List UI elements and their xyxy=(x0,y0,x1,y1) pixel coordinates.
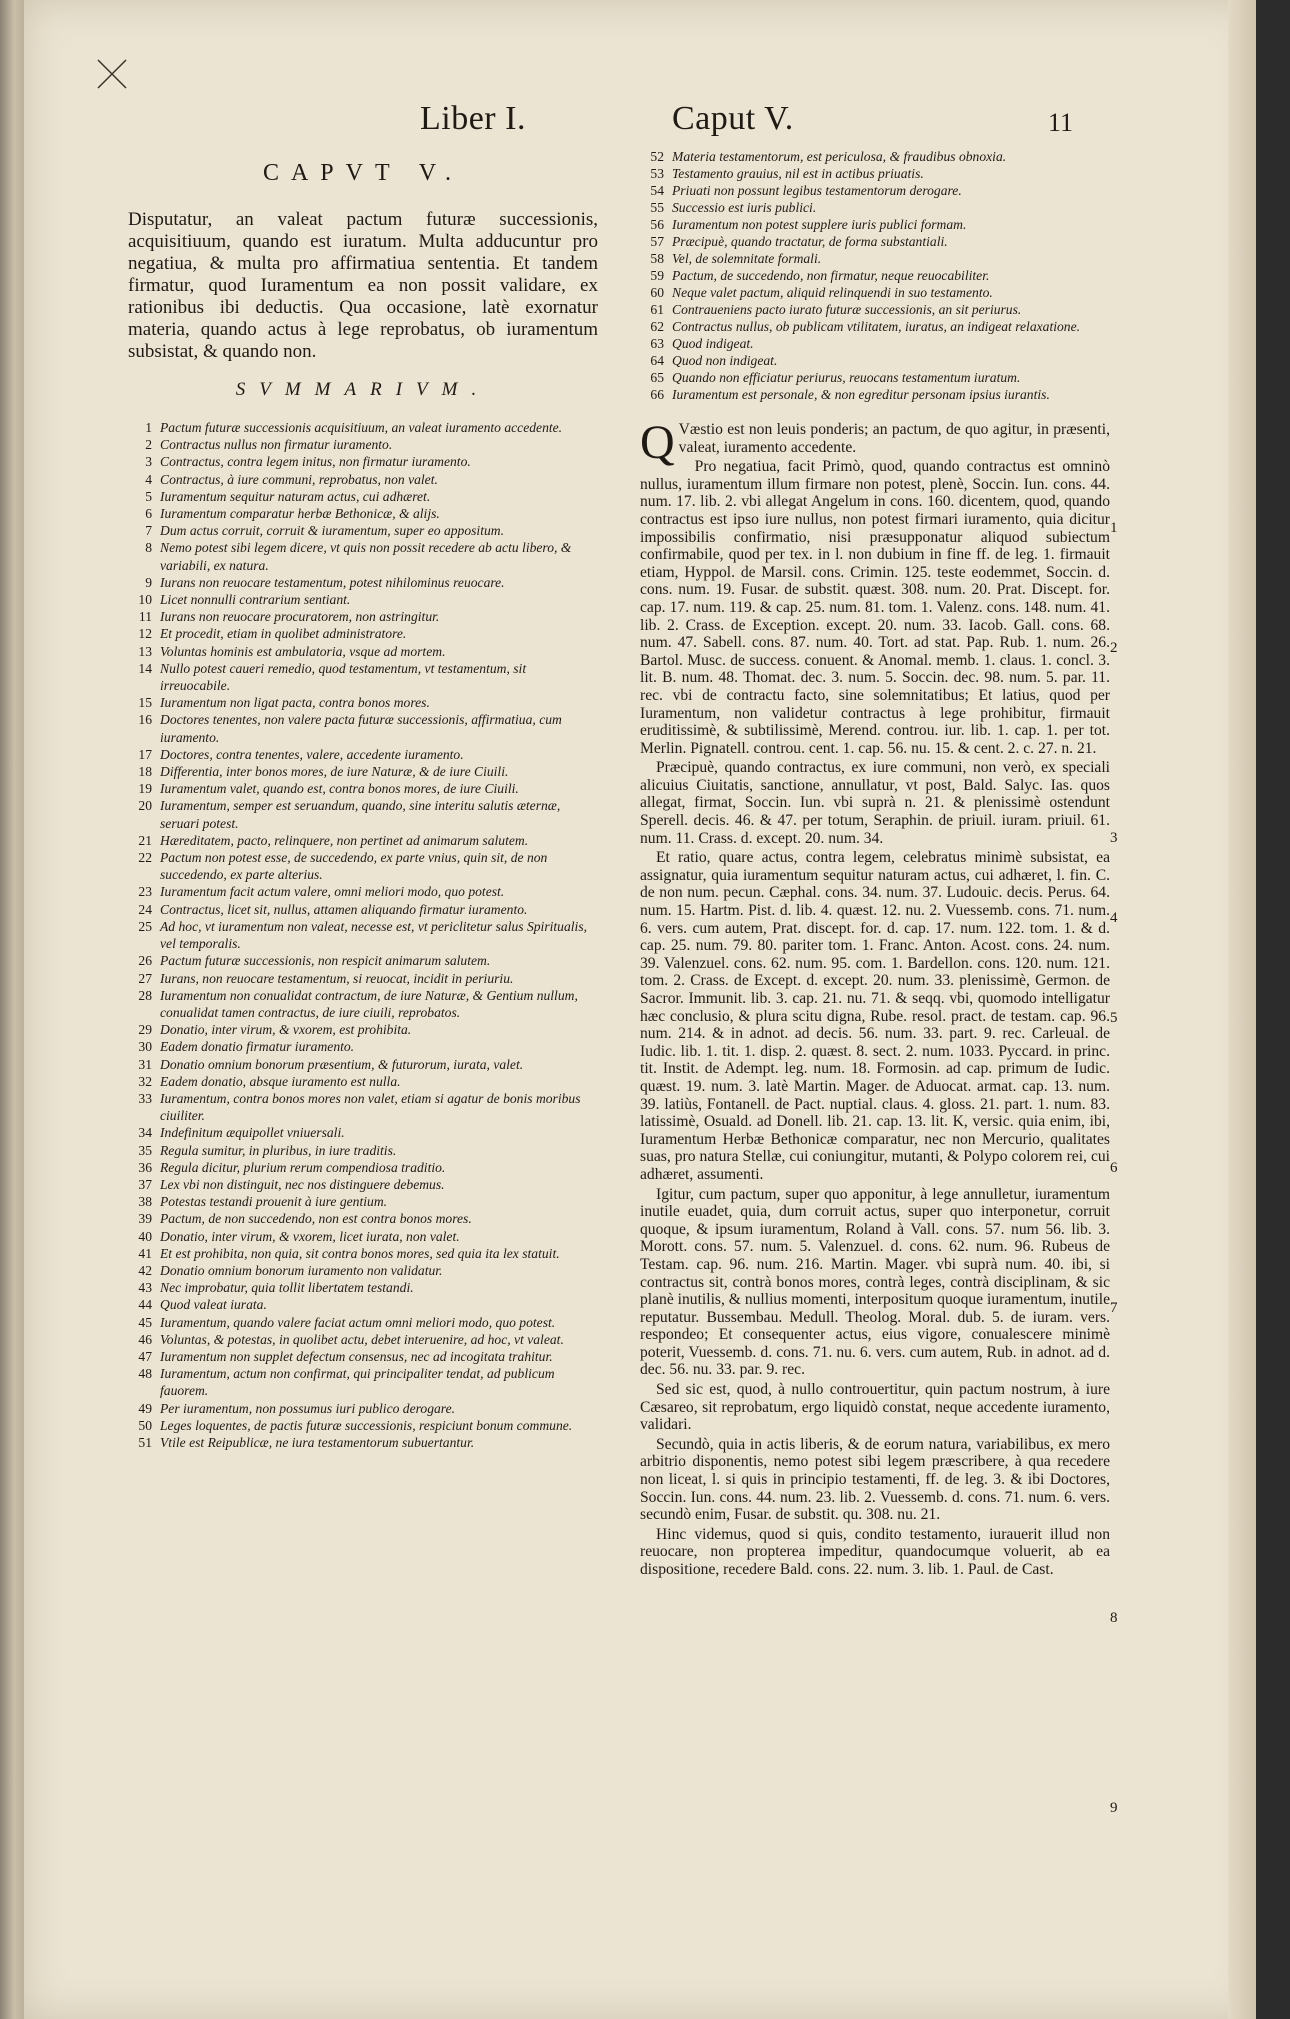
summarium-item xyxy=(128,918,598,952)
summarium-item xyxy=(128,1434,598,1451)
summarium-item-text: Priuati non possunt legibus testamentorum derogare. xyxy=(672,183,962,198)
summarium-item-number: 22 xyxy=(138,850,152,866)
summarium-item-number: 6 xyxy=(145,506,152,522)
summarium-item xyxy=(128,574,598,591)
margin-number: 6 xyxy=(1110,1160,1118,1176)
summarium-item-number: 42 xyxy=(138,1262,152,1278)
summarium-item-number: 26 xyxy=(138,953,152,969)
summarium-item-text: Nemo potest sibi legem dicere, vt quis non possit recedere ab actu libero, & variabili, ex natura. xyxy=(160,540,572,573)
summarium-item-text: Donatio omnium bonorum iuramento non validatur. xyxy=(160,1262,443,1278)
summarium-item-number: 27 xyxy=(138,970,152,986)
summarium-item-number: 29 xyxy=(138,1022,152,1038)
summarium-item xyxy=(128,1417,598,1434)
summarium-item xyxy=(128,1193,598,1210)
margin-number: 9 xyxy=(1110,1800,1118,1816)
summarium-item xyxy=(128,1228,598,1245)
summarium-item-text: Doctores, contra tenentes, valere, accedente iuramento. xyxy=(160,746,464,762)
summarium-item-text: Contractus, à iure communi, reprobatus, non valet. xyxy=(160,471,438,487)
summarium-item-text: Iuramentum non potest supplere iuris publici formam. xyxy=(672,217,967,232)
summarium-item-text: Quod valeat iurata. xyxy=(160,1297,267,1313)
body-paragraph-text: Væstio est non leuis ponderis; an pactum, de quo agitur, in præsenti, valeat, iuramento accedente. xyxy=(678,421,1110,456)
summarium-item-number: 62 xyxy=(650,319,664,334)
right-column xyxy=(640,148,1110,1581)
summarium-item-number: 41 xyxy=(138,1245,152,1261)
summarium-item xyxy=(640,182,1110,199)
summarium-item-number: 52 xyxy=(650,149,664,164)
body-paragraph-text: Secundò, quia in actis liberis, & de eorum natura, variabilibus, ex mero arbitrio disponentis, nemo potest sibi legem præscribere, à qua recedere non liceat, l. si quis in principio testamenti, ff. de leg. 3. & ibi Doctores, Soccin. Iun. cons. 44. num. 23. lib. 2. Vuessemb. d. cons. 71. num. 6. vers. secundò enim, Fusar. de substit. qu. 308. nu. 21. xyxy=(640,1435,1110,1524)
summarium-item-text: Donatio omnium bonorum præsentium, & futurorum, iurata, valet. xyxy=(160,1056,524,1072)
summarium-item xyxy=(128,488,598,505)
summarium-item xyxy=(640,335,1110,352)
margin-number: 2 xyxy=(1110,640,1118,656)
summarium-item xyxy=(640,386,1110,403)
summarium-item-text: Dum actus corruit, corruit & iuramentum, super eo appositum. xyxy=(160,523,504,539)
summarium-item-number: 30 xyxy=(138,1039,152,1055)
summarium-item-text: Iurans, non reuocare testamentum, si reuocat, incidit in periuriu. xyxy=(160,970,514,986)
summarium-item-text: Pactum, de non succedendo, non est contra bonos mores. xyxy=(160,1211,472,1227)
summarium-item-number: 14 xyxy=(138,660,152,676)
summarium-item-text: Hæreditatem, pacto, relinquere, non pertinet ad animarum salutem. xyxy=(160,832,529,848)
summarium-item-text: Per iuramentum, non possumus iuri publico derogare. xyxy=(160,1400,456,1416)
summarium-item xyxy=(128,1073,598,1090)
summarium-item-number: 20 xyxy=(138,798,152,814)
summarium-item xyxy=(128,1365,598,1399)
summarium-item-text: Nullo potest caueri remedio, quod testamentum, vt testamentum, sit irreuocabile. xyxy=(160,660,527,694)
summarium-item xyxy=(128,436,598,453)
summarium-item xyxy=(128,970,598,987)
summarium-item-number: 56 xyxy=(650,217,664,232)
summarium-item-number: 40 xyxy=(138,1228,152,1244)
summarium-item-text: Neque valet pactum, aliquid relinquendi in suo testamento. xyxy=(672,285,993,300)
chapter-title: CAPVT V. xyxy=(262,160,464,186)
summarium-item xyxy=(128,1056,598,1073)
summarium-item xyxy=(128,591,598,608)
summarium-item-number: 45 xyxy=(138,1314,152,1330)
summarium-item-number: 38 xyxy=(138,1194,152,1210)
summarium-item xyxy=(128,1124,598,1141)
summarium-item-text: Iuramentum est personale, & non egreditur personam ipsius iurantis. xyxy=(672,387,1050,402)
summarium-item-number: 48 xyxy=(138,1366,152,1382)
summarium-item-number: 18 xyxy=(138,764,152,780)
summarium-item xyxy=(128,471,598,488)
margin-number: 1 xyxy=(1110,520,1118,536)
summarium-item xyxy=(128,797,598,831)
summarium-item-number: 66 xyxy=(650,387,664,402)
summarium-item-number: 23 xyxy=(138,884,152,900)
summarium-item-number: 47 xyxy=(138,1348,152,1364)
summarium-item-number: 10 xyxy=(138,592,152,608)
summarium-item-number: 57 xyxy=(650,234,664,249)
summarium-item-text: Iuramentum sequitur naturam actus, cui adhæret. xyxy=(160,488,431,504)
summarium-item xyxy=(640,199,1110,216)
summarium-item-text: Quod non indigeat. xyxy=(672,353,778,368)
summarium-item-text: Contractus, licet sit, nullus, attamen aliquando firmatur iuramento. xyxy=(160,901,528,917)
summarium-item xyxy=(128,1021,598,1038)
body-paragraph xyxy=(640,416,1110,469)
summarium-item-number: 33 xyxy=(138,1090,152,1106)
margin-number: 4 xyxy=(1110,910,1118,926)
summarium-item-text: Regula sumitur, in pluribus, in iure traditis. xyxy=(160,1142,397,1158)
summarium-item-number: 11 xyxy=(138,609,152,625)
summarium-item xyxy=(128,780,598,797)
summarium-item-text: Iurans non reuocare testamentum, potest nihilominus reuocare. xyxy=(160,574,505,590)
summarium-item-text: Vel, de solemnitate formali. xyxy=(672,251,822,266)
summarium-item-number: 24 xyxy=(138,901,152,917)
summarium-item-text: Successio est iuris publici. xyxy=(672,200,817,215)
summarium-item xyxy=(128,901,598,918)
summarium-item-number: 35 xyxy=(138,1142,152,1158)
summarium-item xyxy=(128,1090,598,1124)
summarium-item-number: 50 xyxy=(138,1417,152,1433)
summarium-item-number: 19 xyxy=(138,781,152,797)
summarium-item xyxy=(128,1210,598,1227)
summarium-item xyxy=(640,165,1110,182)
summarium-item xyxy=(640,267,1110,284)
ink-mark xyxy=(96,58,128,90)
summarium-item-text: Voluntas, & potestas, in quolibet actu, debet interuenire, ad hoc, vt valeat. xyxy=(160,1331,564,1347)
summarium-item xyxy=(128,505,598,522)
margin-number: 5 xyxy=(1110,1010,1118,1026)
summarium-item-number: 32 xyxy=(138,1073,152,1089)
body-paragraph xyxy=(640,458,1110,757)
summarium-item-text: Pactum non potest esse, de succedendo, ex parte vnius, quin sit, de non succedendo, ex parte alterius. xyxy=(160,850,548,883)
summarium-item xyxy=(128,660,598,694)
summarium-item-number: 34 xyxy=(138,1125,152,1141)
summarium-item-number: 43 xyxy=(138,1280,152,1296)
summarium-item-number: 13 xyxy=(138,643,152,659)
summarium-item xyxy=(640,216,1110,233)
body-paragraph-text: Præcipuè, quando contractus, ex iure communi, non verò, ex speciali alicuius Ciuitatis, sanctione, annullatur, vt post, Bald. Salyc. Ias. quos allegat, firmat, Soccin. Iun. vbi suprà n. 21. & plenissimè ostendunt Sperell. decis. 46. & 47. per totum, Seraphin. de priuil. iuram. priuil. 61. num. 11. Crass. d. except. 20. num. 34. xyxy=(640,759,1110,847)
summarium-item xyxy=(640,284,1110,301)
summarium-item xyxy=(128,1245,598,1262)
running-head-liber: Liber I. xyxy=(420,100,526,137)
summarium-item xyxy=(128,453,598,470)
summarium-item-number: 28 xyxy=(138,987,152,1003)
summarium-item-number: 16 xyxy=(138,712,152,728)
summarium-item-text: Iuramentum comparatur herbæ Bethonicæ, & alijs. xyxy=(160,506,440,522)
body-paragraph xyxy=(640,849,1110,1183)
summarium-item-text: Iuramentum valet, quando est, contra bonos mores, de iure Ciuili. xyxy=(160,781,519,797)
summarium-item-text: Et est prohibita, non quia, sit contra bonos mores, sed quia ita lex statuit. xyxy=(160,1245,560,1261)
summarium-item-text: Iuramentum, quando valere faciat actum omni meliori modo, quo potest. xyxy=(160,1314,556,1330)
summarium-item-number: 1 xyxy=(145,420,152,435)
summarium-item xyxy=(128,746,598,763)
page-edge xyxy=(1228,0,1256,2019)
summarium-item-text: Pactum futuræ successionis acquisitiuum, an valeat iuramento accedente. xyxy=(160,420,563,435)
summarium-list-continued xyxy=(640,148,1110,403)
summarium-item-text: Præcipuè, quando tractatur, de forma substantiali. xyxy=(672,234,948,249)
summarium-item-text: Quod indigeat. xyxy=(672,336,754,351)
body-paragraph-text: Pro negatiua, facit Primò, quod, quando contractus est omninò nullus, iuramentum illum firmare non potest, plenè, Soccin. Iun. cons. 44. num. 17. lib. 2. vbi allegat Angelum in cons. 160. dicentem, quod, quando contractus est ipso iure nullus, non potest firmari iuramento, quia dicitur impossibilis confirmatio, nisi præsupponatur aliquod subiectum confirmabile, quod per tex. in l. non dubium in fine ff. de leg. 1. firmauit etiam, Hyppol. de Marsil. cons. Crimin. 125. teste eodemmet, Soccin. d. cons. num. 19. Fusar. de substit. quæst. 308. num. 20. Prat. Discept. for. cap. 17. num. 119. & cap. 25. num. 81. tom. 1. Valenz. cons. 148. num. 41. lib. 2. Crass. de Exception. except. 20. num. 33. Iacob. Gall. cons. 68. num. 47. Sabell. cons. 87. num. 40. Tort. ad stat. Pap. Rub. 1. num. 26. Bartol. Musc. de success. conuent. & Anomal. memb. 1. claus. 1. concl. 3. lit. B. num. 48. Thomat. dec. 3. num. 5. Soccin. dec. 98. num. 5. par. 11. rec. vbi de contractu facto, sine solemnitatibus; Et latius, quod per Iuramentum, non validetur contractus à lege prohibitur, firmauit eruditissimè, & subtilissimè, Merend. controu. iur. lib. 1. cap. 1. per tot. Merlin. Pignatell. controu. cent. 1. cap. 56. nu. 15. & cent. 2. c. 27. n. 21. xyxy=(640,458,1110,757)
body-paragraph-text: Hinc videmus, quod si quis, condito testamento, iurauerit illud non reuocare, non propterea impeditur, quandocumque voluerit, ab ea dispositione, recedere Bald. cons. 22. num. 3. lib. 1. Paul. de Cast. xyxy=(640,1525,1110,1578)
chapter-argument: Disputatur, an valeat pactum futuræ successionis, acquisitiuum, quando est iuratum. Multa adducuntur pro negatiua, & multa pro affirmatiua sententia. Et tandem firmatur, quod Iuramentum ea non possit validare, ex rationibus ibi deductis. Qua occasione, latè exornatur materia, quando actus à lege reprobatus, ob iuramentum subsistat, & quando non. xyxy=(128,209,598,362)
summarium-item-text: Eadem donatio, absque iuramento est nulla. xyxy=(160,1073,401,1089)
summarium-item xyxy=(128,608,598,625)
summarium-item-number: 7 xyxy=(145,523,152,539)
summarium-item xyxy=(128,952,598,969)
body-paragraph xyxy=(640,1436,1110,1524)
summarium-item-number: 21 xyxy=(138,832,152,848)
summarium-item xyxy=(128,522,598,539)
summarium-item xyxy=(128,1314,598,1331)
summarium-item xyxy=(640,233,1110,250)
summarium-item-number: 8 xyxy=(145,540,152,556)
summarium-item-number: 5 xyxy=(145,488,152,504)
summarium-item-text: Iuramentum non supplet defectum consensus, nec ad incogitata trahitur. xyxy=(160,1348,553,1364)
body-paragraph-text: Sed sic est, quod, à nullo controuertitur, quin pactum nostrum, à iure Cæsareo, sit reprobatum, ergo liquidò constat, neque accedente iuramento, validari. xyxy=(640,1381,1110,1434)
summarium-item-text: Ad hoc, vt iuramentum non valeat, necesse est, vt periclitetur salus Spiritualis, vel temporalis. xyxy=(160,918,588,952)
summarium-item xyxy=(128,643,598,660)
summarium-item xyxy=(128,694,598,711)
running-head-caput: Caput V. xyxy=(672,100,794,137)
summarium-item-text: Licet nonnulli contrarium sentiant. xyxy=(160,592,351,608)
summarium-item-text: Iuramentum, semper est seruandum, quando, sine interitu salutis æternæ, seruari potest. xyxy=(160,798,561,831)
summarium-item-text: Iuramentum facit actum valere, omni meliori modo, quo potest. xyxy=(160,884,505,900)
margin-number: 7 xyxy=(1110,1300,1118,1316)
summarium-item xyxy=(128,419,598,436)
summarium-item-number: 54 xyxy=(650,183,664,198)
summarium-item-number: 31 xyxy=(138,1056,152,1072)
summarium-item xyxy=(128,832,598,849)
summarium-item-number: 12 xyxy=(138,626,152,642)
summarium-item-number: 49 xyxy=(138,1400,152,1416)
page-number: 11 xyxy=(1048,108,1074,137)
summarium-item-number: 64 xyxy=(650,353,664,368)
summarium-item xyxy=(128,539,598,573)
body-paragraph-text: Igitur, cum pactum, super quo apponitur, à lege annulletur, iuramentum inutile euadet, quia, dum corruit actus, super quo interponetur, corruit quoque, & ipsum iuramentum, Roland à Vall. cons. 57. num 56. lib. 3. Morott. cons. 57. num. 5. Valenzuel. d. cons. 62. num. 96. Rubeus de Testam. cap. 96. num. 216. Martin. Mager. vbi suprà num. 40. ibi, si contractus sit, contrà bonos mores, contrà leges, contrà disciplinam, & sic planè inutilis, & nullius momenti, interpositum quoque iuramentum, inutile reputatur. Bussembau. Medull. Theolog. Moral. dub. 5. de iuram. vers. respondeo; Et consequenter actus, eius vigore, conualescere minimè poterit, Vuessemb. d. cons. 71. nu. 6. vers. cum autem, Rub. in adnot. ad d. dec. 56. nu. 33. par. 9. rec. xyxy=(640,1185,1110,1379)
summarium-item-number: 15 xyxy=(138,695,152,711)
summarium-item-number: 39 xyxy=(138,1211,152,1227)
summarium-item xyxy=(640,301,1110,318)
summarium-heading: SVMMARIVM. xyxy=(235,379,491,400)
summarium-item xyxy=(128,763,598,780)
summarium-item-text: Regula dicitur, plurium rerum compendiosa traditio. xyxy=(160,1159,446,1175)
summarium-item-number: 63 xyxy=(650,336,664,351)
summarium-item-number: 65 xyxy=(650,370,664,385)
summarium-item-text: Lex vbi non distinguit, nec nos distinguere debemus. xyxy=(160,1176,445,1192)
summarium-item xyxy=(128,987,598,1021)
summarium-item-text: Pactum, de succedendo, non firmatur, neque reuocabiliter. xyxy=(672,268,990,283)
summarium-item-number: 46 xyxy=(138,1331,152,1347)
summarium-item-number: 44 xyxy=(138,1297,152,1313)
summarium-item-text: Potestas testandi prouenit à iure gentium. xyxy=(160,1194,388,1210)
summarium-item-text: Iuramentum non ligat pacta, contra bonos mores. xyxy=(160,695,430,711)
summarium-item xyxy=(128,883,598,900)
summarium-item-text: Vtile est Reipublicæ, ne iura testamentorum subuertantur. xyxy=(160,1434,475,1450)
book-spine xyxy=(0,0,26,2019)
summarium-item xyxy=(128,1331,598,1348)
summarium-item xyxy=(640,148,1110,165)
summarium-item-text: Contractus, contra legem initus, non firmatur iuramento. xyxy=(160,454,471,470)
summarium-item-number: 2 xyxy=(145,437,152,453)
summarium-item-text: Leges loquentes, de pactis futuræ successionis, respiciunt bonum commune. xyxy=(160,1417,573,1433)
summarium-item xyxy=(128,1279,598,1296)
summarium-item-text: Iuramentum, contra bonos mores non valet, etiam si agatur de bonis moribus ciuiliter. xyxy=(160,1090,581,1124)
summarium-item-number: 9 xyxy=(145,574,152,590)
summarium-item xyxy=(128,1176,598,1193)
summarium-list xyxy=(128,419,598,1451)
summarium-item xyxy=(128,1159,598,1176)
summarium-item-text: Eadem donatio firmatur iuramento. xyxy=(160,1039,355,1055)
summarium-item xyxy=(640,352,1110,369)
summarium-item-text: Contractus nullus non firmatur iuramento. xyxy=(160,437,393,453)
summarium-item-text: Contractus nullus, ob publicam vtilitatem, iuratus, an indigeat relaxatione. xyxy=(672,319,1081,334)
summarium-item-number: 3 xyxy=(145,454,152,470)
summarium-item-text: Contraueniens pacto iurato futuræ successionis, an sit periurus. xyxy=(672,302,1022,317)
summarium-item-text: Materia testamentorum, est periculosa, & fraudibus obnoxia. xyxy=(672,149,1007,164)
margin-number: 8 xyxy=(1110,1610,1118,1626)
summarium-item-text: Testamento grauius, nil est in actibus priuatis. xyxy=(672,166,924,181)
summarium-item xyxy=(128,849,598,883)
summarium-item-text: Indefinitum æquipollet vniuersali. xyxy=(160,1125,345,1141)
summarium-item-number: 36 xyxy=(138,1159,152,1175)
summarium-item-text: Iurans non reuocare procuratorem, non astringitur. xyxy=(160,609,440,625)
summarium-item-text: Donatio, inter virum, & vxorem, licet iurata, non valet. xyxy=(160,1228,460,1244)
summarium-item-text: Differentia, inter bonos mores, de iure Naturæ, & de iure Ciuili. xyxy=(160,764,509,780)
summarium-item xyxy=(128,1038,598,1055)
body-paragraph xyxy=(640,1381,1110,1434)
summarium-item-text: Iuramentum non conualidat contractum, de iure Naturæ, & Gentium nullum, conualidat tamen contractus, de iure ciuili, reprobatos. xyxy=(160,987,578,1020)
summarium-item-number: 55 xyxy=(650,200,664,215)
summarium-item xyxy=(128,1296,598,1313)
summarium-item-text: Quando non efficiatur periurus, reuocans testamentum iuratum. xyxy=(672,370,1021,385)
summarium-item-text: Doctores tenentes, non valere pacta futuræ successionis, affirmatiua, cum iuramento. xyxy=(160,712,562,745)
summarium-item xyxy=(128,625,598,642)
body-paragraph xyxy=(640,759,1110,847)
summarium-item-number: 60 xyxy=(650,285,664,300)
summarium-item-text: Pactum futuræ successionis, non respicit animarum salutem. xyxy=(160,953,491,969)
summarium-item-text: Iuramentum, actum non confirmat, qui principaliter tendat, ad publicum fauorem. xyxy=(160,1366,555,1399)
summarium-item xyxy=(640,250,1110,267)
summarium-item xyxy=(128,1262,598,1279)
summarium-item-number: 17 xyxy=(138,746,152,762)
summarium-item xyxy=(128,1400,598,1417)
summarium-item-number: 4 xyxy=(145,471,152,487)
left-column xyxy=(128,160,598,1451)
body-paragraph xyxy=(640,1186,1110,1380)
summarium-item-text: Donatio, inter virum, & vxorem, est prohibita. xyxy=(160,1022,412,1038)
summarium-item xyxy=(128,1142,598,1159)
summarium-item-number: 51 xyxy=(138,1434,152,1450)
summarium-item xyxy=(128,1348,598,1365)
summarium-item-text: Et procedit, etiam in quolibet administratore. xyxy=(160,626,407,642)
summarium-item-number: 61 xyxy=(650,302,664,317)
margin-number: 3 xyxy=(1110,830,1118,846)
summarium-item-number: 37 xyxy=(138,1176,152,1192)
summarium-item-number: 25 xyxy=(138,918,152,934)
summarium-item xyxy=(640,369,1110,386)
summarium-item xyxy=(128,711,598,745)
summarium-item-number: 53 xyxy=(650,166,664,181)
summarium-item xyxy=(640,318,1110,335)
summarium-item-number: 58 xyxy=(650,251,664,266)
summarium-item-number: 59 xyxy=(650,268,664,283)
chapter-body xyxy=(640,416,1110,1579)
drop-cap: Q xyxy=(640,416,675,469)
body-paragraph xyxy=(640,1526,1110,1579)
summarium-item-text: Voluntas hominis est ambulatoria, vsque ad mortem. xyxy=(160,643,446,659)
summarium-item-text: Nec improbatur, quia tollit libertatem testandi. xyxy=(160,1280,414,1296)
body-paragraph-text: Et ratio, quare actus, contra legem, celebratus minimè subsistat, ea assignatur, quia iuramentum sequitur naturam actus, cui adhæret, l. fin. C. de non num. pecun. Cæphal. cons. 34. num. 37. Ludouic. decis. Perus. 64. num. 15. Hartm. Pist. d. lib. 4. quæst. 12. nu. 2. Vuessemb. cons. 71. num. 6. vers. cum autem, Prat. discept. for. d. cap. 17. num. 122. tom. 1. & d. cap. 25. num. 79. 80. pariter tom. 1. Franc. Anton. Acost. cons. 24. num. 39. Valenzuel. cons. 62. num. 95. com. 1. Bardellon. cons. 120. num. 121. tom. 2. Crass. de Except. d. except. 20. num. 33. plenissimè, Germon. de Sacror. Immunit. lib. 3. cap. 21. nu. 71. & seqq. vbi, quomodo intelligatur hæc conclusio, & plura scitu digna, Rube. resol. pract. de testam. cap. 96. num. 214. & in adnot. ad decis. 56. num. 33. part. 9. rec. Carleual. de Iudic. lib. 1. tit. 1. disp. 2. quæst. 8. sect. 2. num. 1033. Pyccard. in princ. tit. Instit. de Adempt. leg. num. 18. Formosin. ad cap. primum de Iudic. quæst. 19. num. 3. latè Martin. Mager. de Aduocat. armat. cap. 13. num. 39. latiùs, Fontanell. de Pact. nuptial. claus. 4. gloss. 21. part. 1. num. 83. latissimè, Osuald. ad Donell. lib. 21. cap. 13. lit. K, versic. quia enim, ibi, Iuramentum Herbæ Bethonicæ comparatur, nec non Mercurio, qualitates suas, pro natura Stellæ, cui coniungitur, mutanti, & Polypo colorem rei, cui adhæret, assumenti. xyxy=(640,849,1110,1183)
